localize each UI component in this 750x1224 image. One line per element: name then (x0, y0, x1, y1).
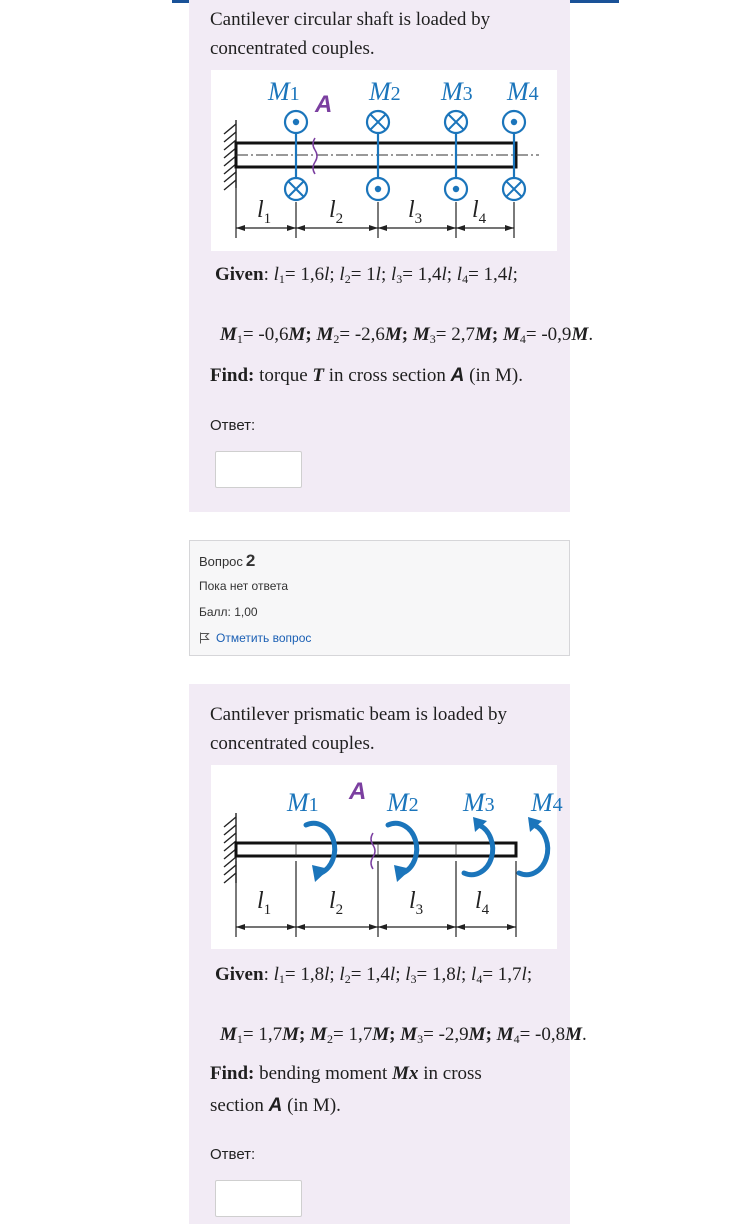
dot-symbol-icon (445, 178, 467, 200)
q2-answer-input[interactable] (215, 1180, 302, 1217)
length-label-l2: $l_2$ (329, 888, 344, 918)
q1-find-text: Find: torque T in cross section A (in M). (210, 365, 523, 386)
answer-status: Пока нет ответа (199, 579, 289, 593)
moment-label-m2: M2 (369, 77, 401, 106)
moment-label-m3: M3 (441, 77, 473, 106)
shaft-figure (211, 70, 557, 251)
beam-diagram (211, 765, 563, 949)
length-label-l1: $l_1$ (257, 888, 272, 918)
moment-label-m4: M4 (507, 77, 539, 106)
question-2-text: Cantilever prismatic beam is loaded by concentrated couples. (210, 704, 508, 754)
beam-body (236, 843, 516, 856)
q1-answer-label: Ответ: (210, 417, 256, 434)
length-label-l3: $l_3$ (408, 197, 423, 227)
q2-given-lengths: Given: $l_1= 1,8l$; $l_2= 1,4l$; $l_3= 1,8l$; $l_4= 1,7l$; (215, 964, 533, 986)
dot-symbol-icon (503, 111, 525, 133)
length-label-l3: $l_3$ (409, 888, 424, 918)
wall-hatching (224, 813, 236, 883)
moment-arrow-m4 (519, 825, 548, 875)
moment-label-m1: M1 (268, 77, 300, 106)
flag-label[interactable]: Отметить вопрос (216, 631, 312, 645)
q2-given-moments: $M_1= 1,7M$; $M_2= 1,7M$; $M_3= -2,9M$; $M_4= -0,8M$. (220, 1024, 587, 1046)
length-label-l4: $l_4$ (472, 197, 487, 227)
beam-figure (211, 765, 563, 949)
length-label-l1: $l_1$ (257, 197, 272, 227)
question-1-text: Cantilever circular shaft is loaded by concentrated couples. (210, 9, 491, 59)
cross-symbol-icon (503, 178, 525, 200)
question-2-panel (189, 684, 587, 1224)
q1-given-lengths: Given: $l_1= 1,6l$; $l_2= 1l$; $l_3= 1,4l$; $l_4= 1,4l$; (215, 264, 518, 286)
flag-question-link[interactable] (199, 631, 311, 645)
q2-find-text: Find: bending moment Mx in cross section A (in M). (210, 1063, 482, 1116)
moment-label-m4: M4 (531, 788, 563, 817)
question-score: Балл: 1,00 (199, 605, 258, 619)
q1-given-moments: $M_1= -0,6M$; $M_2= -2,6M$; $M_3= 2,7M$; $M_4= -0,9M$. (220, 324, 594, 346)
dot-symbol-icon (285, 111, 307, 133)
dot-symbol-icon (367, 178, 389, 200)
q2-answer-label: Ответ: (210, 1146, 256, 1163)
question-number: Вопрос 2 (199, 551, 256, 570)
length-label-l4: $l_4$ (475, 888, 490, 918)
section-a-label: A (315, 91, 333, 118)
cross-symbol-icon (445, 111, 467, 133)
question-1-panel (189, 0, 594, 512)
moment-label-m2: M2 (387, 788, 419, 817)
flag-icon (199, 632, 210, 644)
length-label-l2: $l_2$ (329, 197, 344, 227)
moment-label-m3: M3 (463, 788, 495, 817)
cross-symbol-icon (367, 111, 389, 133)
q1-answer-input[interactable] (215, 451, 302, 488)
moment-label-m1: M1 (287, 788, 319, 817)
wall-hatching (224, 120, 236, 190)
question-2-info (189, 540, 570, 656)
section-a-label: A (349, 778, 367, 805)
shaft-diagram (211, 70, 557, 251)
cross-symbol-icon (285, 178, 307, 200)
